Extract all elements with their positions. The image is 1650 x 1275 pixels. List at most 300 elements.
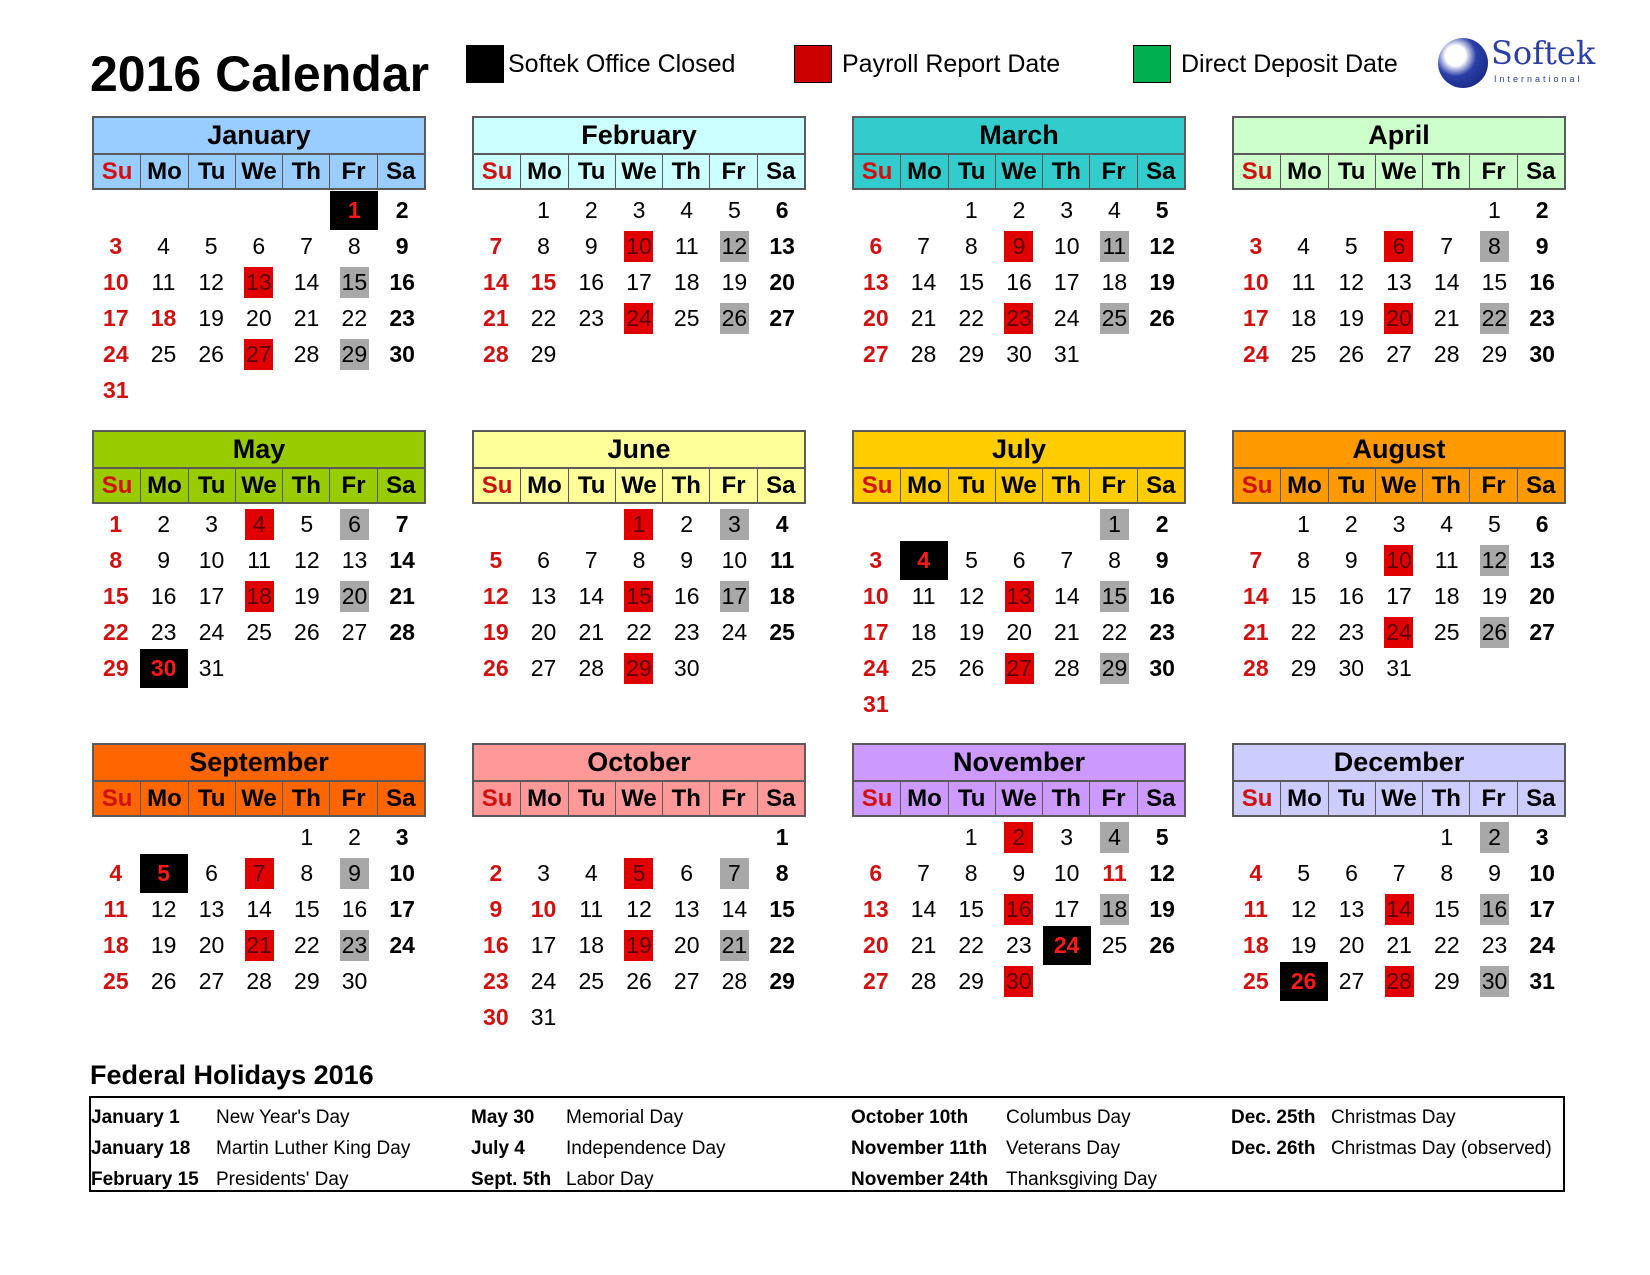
weekday-label: We (1375, 155, 1422, 188)
day-number: 11 (769, 546, 795, 573)
day-cell (615, 614, 663, 650)
day-number: 17 (530, 931, 557, 958)
day-number: 27 (198, 967, 225, 994)
day-cell (1091, 614, 1139, 650)
weekday-header (92, 780, 426, 817)
day-number: 16 (1338, 582, 1365, 609)
day-number: 2 (1155, 510, 1169, 537)
day-number: 17 (863, 618, 889, 645)
holiday-date: January 1 (91, 1106, 180, 1128)
day-number: 29 (958, 967, 984, 994)
day-number: 24 (1243, 340, 1269, 367)
day-number: 17 (389, 895, 415, 922)
day-cell (1471, 855, 1519, 891)
day-cell (1518, 228, 1566, 264)
day-number: 19 (1290, 931, 1317, 958)
day-number: 5 (624, 858, 653, 889)
day-cell (1375, 336, 1423, 372)
day-number: 14 (483, 268, 509, 295)
day-number: 16 (150, 582, 177, 609)
weekday-label: Sa (377, 782, 424, 815)
day-number: 26 (626, 967, 652, 994)
day-cell (758, 264, 806, 300)
day-cell (852, 963, 900, 999)
day-number: 20 (863, 304, 889, 331)
day-cell-deposit (1091, 650, 1139, 686)
holiday-name: Presidents' Day (216, 1168, 349, 1190)
holiday-row (851, 1102, 1131, 1133)
day-cell-deposit (331, 578, 379, 614)
holiday-column (1231, 1102, 1552, 1164)
weekday-header (852, 467, 1186, 504)
day-number: 27 (530, 654, 557, 681)
day-number: 21 (1243, 618, 1269, 645)
day-cell (92, 228, 140, 264)
day-cell (948, 650, 996, 686)
day-cell-office-closed (1043, 927, 1091, 963)
weekday-label: We (235, 155, 282, 188)
day-cell (663, 300, 711, 336)
day-cell (1138, 614, 1186, 650)
day-number: 10 (1384, 545, 1413, 576)
day-cell (711, 963, 759, 999)
day-cell (188, 963, 236, 999)
day-number: 21 (293, 304, 320, 331)
day-cell (947, 891, 995, 927)
day-number: 13 (863, 895, 889, 922)
weekday-header (852, 780, 1186, 817)
day-number: 18 (1100, 894, 1129, 925)
day-number: 31 (198, 654, 225, 681)
month-name: February (472, 116, 806, 153)
day-cell-deposit (711, 927, 759, 963)
day-cell (1232, 614, 1280, 650)
day-number: 6 (252, 232, 266, 259)
day-number: 9 (680, 546, 694, 573)
day-number: 13 (863, 268, 889, 295)
day-cell (663, 192, 711, 228)
day-cell (711, 264, 759, 300)
days-grid (852, 192, 1186, 372)
day-cell (852, 542, 900, 578)
day-cell (472, 228, 520, 264)
day-number: 19 (1149, 895, 1175, 922)
day-number: 25 (1243, 967, 1269, 994)
day-cell (1471, 927, 1519, 963)
day-cell (1043, 192, 1091, 228)
weekday-label: Sa (1517, 469, 1564, 502)
day-cell (1423, 819, 1471, 855)
day-cell (1043, 855, 1091, 891)
day-cell-deposit (1091, 228, 1139, 264)
day-cell (1280, 891, 1328, 927)
weekday-header (1232, 467, 1566, 504)
day-cell (378, 336, 426, 372)
day-cell (1091, 264, 1139, 300)
day-number: 10 (530, 895, 557, 922)
days-grid (1232, 506, 1566, 686)
day-cell (378, 927, 426, 963)
day-number: 14 (1243, 582, 1269, 609)
day-number: 13 (1338, 895, 1365, 922)
day-number: 18 (673, 268, 700, 295)
day-number: 25 (150, 340, 177, 367)
day-number: 3 (720, 509, 749, 540)
days-grid (1232, 192, 1566, 372)
weekday-label: Fr (1469, 155, 1516, 188)
day-cell (1327, 228, 1375, 264)
legend-swatch-black (466, 45, 504, 83)
day-cell-payroll (235, 578, 283, 614)
weekday-header (1232, 153, 1566, 190)
day-number: 16 (1529, 268, 1555, 295)
day-number: 5 (965, 546, 978, 573)
day-number: 20 (769, 268, 795, 295)
month-name: November (852, 743, 1186, 780)
weekday-label: Mo (900, 782, 947, 815)
holiday-name: Labor Day (566, 1168, 654, 1190)
day-cell (1518, 963, 1566, 999)
day-cell (92, 891, 140, 927)
day-cell (188, 542, 236, 578)
day-cell (567, 927, 615, 963)
day-cell (663, 264, 711, 300)
day-number: 7 (720, 858, 749, 889)
day-cell-payroll (1375, 963, 1423, 999)
weekday-header (472, 153, 806, 190)
day-cell (1518, 891, 1566, 927)
day-cell (1232, 300, 1280, 336)
day-cell (1280, 264, 1328, 300)
day-number: 7 (1440, 232, 1454, 259)
day-number: 14 (293, 268, 320, 295)
day-number: 23 (673, 618, 700, 645)
day-cell (615, 891, 663, 927)
day-number: 5 (1344, 232, 1358, 259)
day-number: 4 (1297, 232, 1310, 259)
day-cell (1043, 650, 1091, 686)
day-cell-deposit (711, 300, 759, 336)
day-number: 23 (1338, 618, 1365, 645)
day-cell (1043, 542, 1091, 578)
day-cell (378, 264, 426, 300)
day-cell (758, 927, 806, 963)
day-cell (615, 192, 663, 228)
day-cell (1043, 614, 1091, 650)
day-cell (900, 264, 948, 300)
day-cell (520, 336, 568, 372)
day-cell (947, 927, 995, 963)
day-number: 11 (1243, 895, 1268, 922)
day-number: 3 (1060, 823, 1074, 850)
day-cell (1471, 506, 1519, 542)
day-number: 1 (775, 823, 789, 850)
day-cell (711, 542, 759, 578)
day-number: 4 (245, 509, 274, 540)
day-number: 19 (721, 268, 748, 295)
day-cell (140, 542, 188, 578)
day-number: 14 (910, 895, 937, 922)
day-number: 20 (863, 931, 889, 958)
day-number: 10 (721, 546, 748, 573)
weekday-label: Su (1241, 472, 1273, 499)
day-number: 3 (109, 232, 123, 259)
days-grid (92, 192, 426, 408)
day-number: 24 (389, 931, 415, 958)
day-cell (1518, 542, 1566, 578)
day-cell (852, 264, 900, 300)
weekday-label: Tu (948, 155, 995, 188)
day-number: 29 (103, 654, 129, 681)
day-number: 1 (1297, 510, 1310, 537)
day-cell (1423, 506, 1471, 542)
day-cell (663, 228, 711, 264)
day-number: 24 (721, 618, 748, 645)
day-number: 8 (775, 859, 789, 886)
day-cell (187, 300, 235, 336)
day-cell (567, 650, 615, 686)
day-cell-payroll (235, 855, 283, 891)
day-number: 3 (395, 823, 409, 850)
day-cell (187, 264, 235, 300)
weekday-label: Th (1042, 782, 1089, 815)
day-number: 25 (103, 967, 129, 994)
day-number: 17 (103, 304, 129, 331)
day-cell (92, 578, 140, 614)
day-cell (1043, 819, 1091, 855)
day-number: 20 (246, 304, 272, 331)
holiday-row (91, 1164, 349, 1195)
weekday-label: Tu (948, 782, 995, 815)
day-number: 19 (150, 931, 177, 958)
weekday-label: Su (481, 472, 513, 499)
days-grid (852, 506, 1186, 722)
day-number: 31 (103, 376, 129, 403)
day-cell (520, 963, 568, 999)
weekday-header (92, 153, 426, 190)
day-cell (520, 264, 568, 300)
day-cell (758, 506, 806, 542)
day-cell (1375, 855, 1423, 891)
day-number: 24 (198, 618, 225, 645)
weekday-label: Tu (188, 782, 235, 815)
day-cell (1327, 264, 1375, 300)
weekday-label: Fr (1469, 782, 1516, 815)
day-cell (92, 506, 140, 542)
day-number: 30 (1480, 966, 1509, 997)
day-cell-office-closed (140, 855, 188, 891)
weekday-label: Mo (140, 155, 187, 188)
day-number: 17 (1529, 895, 1555, 922)
day-cell (567, 614, 615, 650)
holiday-date: January 18 (91, 1137, 191, 1159)
day-cell (378, 819, 426, 855)
weekday-header (92, 467, 426, 504)
day-number: 8 (964, 232, 978, 259)
day-cell-deposit (330, 336, 378, 372)
day-cell (758, 578, 806, 614)
day-number: 28 (246, 967, 272, 994)
day-cell (283, 855, 331, 891)
weekday-label: We (615, 469, 662, 502)
day-number: 12 (1149, 859, 1175, 886)
day-cell (520, 300, 568, 336)
weekday-label: We (995, 782, 1042, 815)
day-cell (1471, 264, 1519, 300)
day-number: 12 (198, 268, 224, 295)
day-number: 23 (389, 304, 415, 331)
day-cell (1518, 192, 1566, 228)
day-cell (1280, 650, 1328, 686)
weekday-label: Fr (1089, 782, 1136, 815)
day-cell (711, 891, 759, 927)
day-number: 27 (1529, 618, 1555, 645)
holiday-row (471, 1164, 654, 1195)
day-cell (1471, 192, 1519, 228)
weekday-label: Su (1241, 785, 1273, 812)
holiday-name: Thanksgiving Day (1006, 1168, 1158, 1190)
day-cell (1280, 542, 1328, 578)
day-cell (1328, 855, 1376, 891)
day-number: 30 (483, 1003, 509, 1030)
weekday-label: Th (282, 469, 329, 502)
weekday-label: Su (861, 785, 893, 812)
day-cell-payroll (615, 300, 663, 336)
day-cell (235, 228, 283, 264)
day-cell (1091, 542, 1139, 578)
day-cell (1518, 578, 1566, 614)
day-number: 12 (1480, 545, 1509, 576)
weekday-label: Mo (140, 782, 187, 815)
day-cell-office-closed (1280, 963, 1328, 999)
day-cell (995, 264, 1043, 300)
day-cell (1138, 927, 1186, 963)
day-cell (472, 650, 520, 686)
weekday-label: Fr (709, 469, 756, 502)
day-number: 24 (1053, 304, 1080, 331)
day-number: 25 (1101, 931, 1128, 958)
day-cell (947, 228, 995, 264)
days-grid (472, 192, 806, 372)
day-cell (331, 963, 379, 999)
day-number: 12 (1149, 232, 1175, 259)
day-number: 28 (293, 340, 320, 367)
day-number: 21 (720, 930, 749, 961)
day-number: 5 (1155, 823, 1169, 850)
day-number: 20 (530, 618, 557, 645)
weekday-label: Th (282, 782, 329, 815)
day-number: 27 (1005, 653, 1034, 684)
day-number: 26 (198, 340, 224, 367)
day-number: 26 (1338, 340, 1365, 367)
day-number: 11 (579, 895, 604, 922)
day-cell (1138, 855, 1186, 891)
days-grid (852, 819, 1186, 999)
weekday-label: Th (662, 782, 709, 815)
day-number: 10 (1053, 859, 1080, 886)
day-number: 18 (1101, 268, 1128, 295)
day-cell (1375, 264, 1423, 300)
day-cell (520, 927, 568, 963)
day-cell-payroll (615, 228, 663, 264)
day-number: 18 (1243, 931, 1269, 958)
weekday-label: Sa (1517, 782, 1564, 815)
day-number: 21 (1386, 931, 1412, 958)
day-cell (567, 963, 615, 999)
day-cell (472, 963, 520, 999)
days-grid (472, 506, 806, 686)
day-number: 28 (1243, 654, 1269, 681)
day-number: 20 (673, 931, 700, 958)
day-number: 1 (624, 509, 653, 540)
month-may (92, 430, 426, 686)
day-cell (92, 264, 140, 300)
day-cell-deposit (331, 927, 379, 963)
day-number: 10 (624, 231, 653, 262)
weekday-label: Tu (188, 155, 235, 188)
day-cell (283, 542, 331, 578)
day-number: 4 (1440, 510, 1454, 537)
day-cell (1327, 578, 1375, 614)
day-cell (1280, 578, 1328, 614)
legend-label: Direct Deposit Date (1181, 49, 1398, 78)
day-cell (1091, 927, 1139, 963)
day-number: 4 (1100, 822, 1129, 853)
day-number: 10 (389, 859, 415, 886)
weekday-label: Su (101, 158, 133, 185)
day-number: 9 (395, 232, 409, 259)
day-number: 9 (1012, 859, 1026, 886)
day-number: 15 (624, 581, 653, 612)
day-cell (567, 855, 615, 891)
day-number: 21 (245, 930, 274, 961)
weekday-label: We (615, 155, 662, 188)
day-cell-deposit (1471, 963, 1519, 999)
day-cell (947, 855, 995, 891)
day-number: 1 (964, 823, 978, 850)
day-number: 10 (103, 268, 129, 295)
weekday-label: We (615, 782, 662, 815)
day-cell (567, 264, 615, 300)
day-cell-payroll (1375, 300, 1423, 336)
day-cell (1327, 542, 1375, 578)
day-cell (947, 819, 995, 855)
day-cell (472, 891, 520, 927)
day-cell (140, 891, 188, 927)
day-cell (995, 927, 1043, 963)
day-cell (188, 855, 236, 891)
day-number: 9 (584, 232, 598, 259)
weekday-label: Su (481, 158, 513, 185)
day-number: 4 (900, 541, 948, 580)
weekday-label: Mo (520, 782, 567, 815)
day-cell (758, 542, 806, 578)
day-cell (235, 891, 283, 927)
day-number: 22 (103, 618, 129, 645)
day-number: 24 (1529, 931, 1555, 958)
day-cell-deposit (330, 264, 378, 300)
day-number: 11 (1291, 268, 1316, 295)
day-number: 9 (1155, 546, 1169, 573)
day-cell (140, 927, 188, 963)
day-cell-payroll (615, 650, 663, 686)
day-number: 26 (958, 654, 985, 681)
day-number: 21 (910, 304, 937, 331)
day-cell (140, 300, 188, 336)
day-cell (995, 614, 1043, 650)
day-number: 1 (1100, 509, 1129, 540)
day-number: 7 (300, 232, 313, 259)
